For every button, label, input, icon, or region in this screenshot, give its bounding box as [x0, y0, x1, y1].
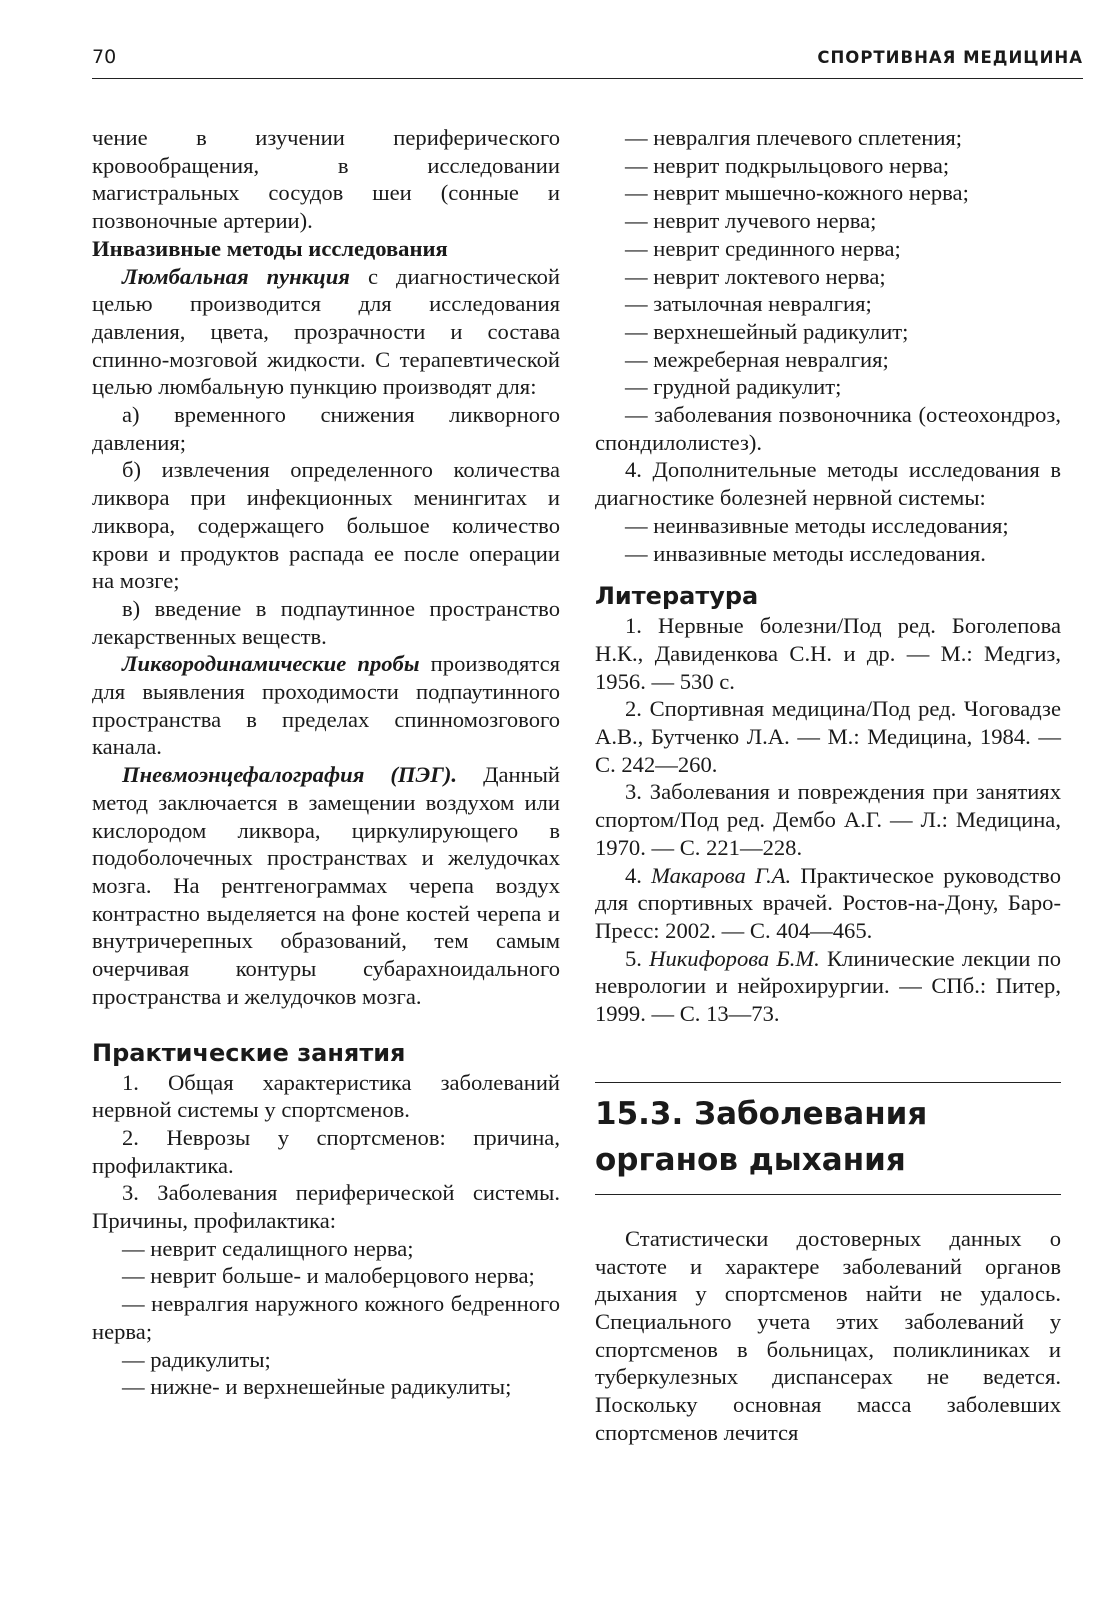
list-item: — неврит локтевого нерва; — [625, 263, 886, 289]
paragraph-chapter-intro: Статистически достоверных данных о частоте и характере заболеваний органов дыхания у спортсменов найти не удалось. Специального учета этих заболеваний у спортсменов в больницах, поликлиниках и туберкулезных диспансерах не ведется. Поскольку основная масса заболевших спортсменов лечится — [595, 1225, 1061, 1445]
chapter-heading-box — [595, 1082, 1061, 1195]
paragraph-lumbar-puncture — [92, 263, 560, 402]
list-item: — неврит лучевого нерва; — [625, 208, 877, 234]
chapter-heading: 15.3. Заболевания органов дыхания — [595, 1095, 928, 1178]
reference-text: Практическое руководство для спортивных врачей. Ростов-на-Дону, Баро-Пресс: 2002. — С. 404—465. — [595, 862, 1061, 943]
list-item: — радикулиты; — [122, 1346, 271, 1372]
section-heading-practice: Практические занятия — [92, 1038, 406, 1067]
left-column — [92, 124, 560, 1401]
page-header — [92, 46, 1083, 79]
page-number: 70 — [92, 46, 117, 68]
reference-author: Никифорова Б.М. — [649, 945, 820, 971]
list-item-a: а) временного снижения ликворного давления; — [92, 402, 560, 455]
list-item-c: в) введение в подпаутинное пространство лекарственных веществ. — [92, 595, 560, 649]
list-item: 4. Дополнительные методы исследования в диагностике болезней нервной системы: — [595, 457, 1061, 511]
subheading-invasive-methods: Инвазивные методы исследования — [92, 235, 448, 261]
list-item: — неврит мышечно-кожного нерва; — [625, 180, 969, 206]
list-item: — невралгия наружного кожного бедренного нерва; — [92, 1291, 560, 1344]
reference-3: 3. Заболевания и повреждения при занятиях спортом/Под ред. Дембо А.Г. — Л.: Медицина, 1970. — С. 221—228. — [595, 779, 1061, 860]
running-title: СПОРТИВНАЯ МЕДИЦИНА — [817, 48, 1083, 67]
list-item: — невралгия плечевого сплетения; — [625, 125, 963, 150]
term-peg: Пневмоэнцефалография (ПЭГ). — [122, 762, 458, 788]
list-item: — неврит срединного нерва; — [625, 235, 901, 261]
list-item: — неврит седалищного нерва; — [122, 1235, 414, 1261]
term-lumbar-puncture: Люмбальная пункция — [122, 263, 350, 289]
reference-number: 4. — [625, 862, 652, 888]
reference-2: 2. Спортивная медицина/Под ред. Чоговадзе А.В., Бутченко Л.А. — М.: Медицина, 1984. — С. 242—260. — [595, 696, 1061, 777]
reference-5 — [595, 945, 1061, 1028]
reference-author: Макарова Г.А. — [651, 862, 792, 888]
list-item: 3. Заболевания периферической системы. Причины, профилактика: — [92, 1180, 560, 1234]
list-item: — верхнешейный радикулит; — [625, 318, 909, 344]
reference-1: 1. Нервные болезни/Под ред. Боголепова Н.К., Давиденкова С.Н. и др. — М.: Медгиз, 1956. — 530 с. — [595, 613, 1061, 694]
paragraph-text: производятся для выявления проходимости подпаутинного пространства в пределах спинномозгового канала. — [92, 651, 560, 760]
reference-text: Клинические лекции по неврологии и нейрохирургии. — СПб.: Питер, 1999. — С. 13—73. — [595, 945, 1061, 1027]
reference-number: 5. — [625, 945, 650, 971]
list-item: — грудной радикулит; — [625, 374, 842, 400]
term-liquor-tests: Ликвородинамические пробы — [122, 651, 420, 677]
spacer — [595, 1195, 1061, 1225]
list-item: — межреберная невралгия; — [625, 346, 889, 372]
list-item-b: б) извлечения определенного количества ликвора при инфекционных менингитах и ликвора, содержащего большое количество крови и продуктов распада ее после операции на мозге; — [92, 457, 560, 594]
list-item: 2. Неврозы у спортсменов: причина, профилактика. — [92, 1124, 560, 1178]
paragraph-text: Данный метод заключается в замещении воздухом или кислородом ликвора, циркулирующего в подоболочечных пространствах и желудочках мозга. На рентгенограммах черепа воздух контрастно выделяется на фоне костей черепа и внутричерепных образований, тем самым очерчивая контуры субарахноидального пространства и желудочков мозга. — [92, 762, 560, 1009]
list-item: — заболевания позвоночника (остеохондроз, спондилолистез). — [595, 402, 1061, 455]
list-item: 1. Общая характеристика заболеваний нервной системы у спортсменов. — [92, 1069, 560, 1123]
list-item: — нижне- и верхнешейные радикулиты; — [122, 1374, 512, 1400]
paragraph-text: с диагностической целью производится для исследования давления, цвета, прозрачности и состава спинно-мозговой жидкости. С терапевтической целью люмбальную пункцию производят для: — [92, 263, 561, 400]
section-heading-literature: Литература — [595, 582, 759, 611]
paragraph-continuation: чение в изучении периферического кровообращения, в исследовании магистральных сосудов шеи (сонные и позвоночные артерии). — [92, 125, 560, 234]
reference-4 — [595, 862, 1061, 945]
paragraph-peg — [92, 761, 560, 1010]
list-item: — неврит больше- и малоберцового нерва; — [122, 1263, 535, 1289]
list-item: — неврит подкрыльцового нерва; — [625, 152, 950, 178]
paragraph-liquor-tests — [92, 650, 560, 761]
list-item: — затылочная невралгия; — [625, 291, 872, 317]
list-item: — неинвазивные методы исследования; — [625, 512, 1009, 538]
list-item: — инвазивные методы исследования. — [625, 540, 986, 566]
right-column — [595, 124, 1061, 1446]
